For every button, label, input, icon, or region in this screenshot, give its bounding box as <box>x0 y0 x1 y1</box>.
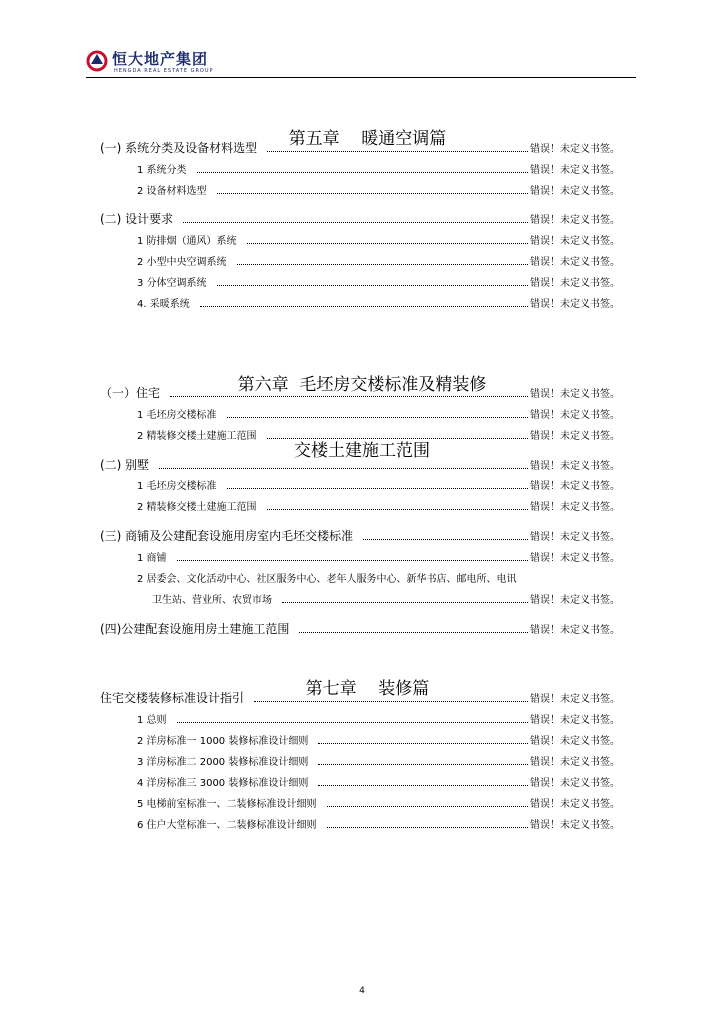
toc-leader-dots <box>177 560 528 561</box>
toc-entry-label: (二) 设计要求 <box>100 211 174 226</box>
toc-entry[interactable] <box>137 404 620 422</box>
toc-entry[interactable] <box>137 814 620 832</box>
toc-entry-page: 错误！未定义书签。 <box>530 624 620 636</box>
toc-entry-page: 错误！未定义书签。 <box>530 594 620 606</box>
toc-entry[interactable] <box>137 251 620 269</box>
chapter-title-line: 第五章 暖通空调篇 <box>288 129 447 149</box>
toc-leader-dots <box>237 264 528 265</box>
toc-entry-label: 1 防排烟（通风）系统 <box>137 235 237 247</box>
toc-entry-page: 错误！未定义书签。 <box>530 735 620 747</box>
company-logo-icon <box>86 50 108 72</box>
toc-entry[interactable] <box>100 138 620 156</box>
toc-leader-dots <box>318 743 528 744</box>
toc-entry-page: 错误！未定义书签。 <box>530 798 620 810</box>
toc-entry-label: （一）住宅 <box>100 385 161 400</box>
toc-leader-dots <box>159 468 528 469</box>
toc-entry-label: 卫生站、营业所、农贸市场 <box>152 594 272 606</box>
toc-entry[interactable] <box>137 272 620 290</box>
toc-leader-dots <box>200 306 528 307</box>
toc-leader-dots <box>254 701 528 702</box>
toc-entry[interactable] <box>137 180 620 198</box>
toc-leader-dots <box>327 806 528 807</box>
toc-entry-label: (三) 商铺及公建配套设施用房室内毛坯交楼标准 <box>100 528 354 543</box>
toc-entry-page: 错误！未定义书签。 <box>530 409 620 421</box>
toc-entry-label: 4 洋房标准三 3000 装修标准设计细则 <box>137 777 309 789</box>
toc-leader-dots <box>299 632 528 633</box>
toc-entry-page: 错误！未定义书签。 <box>530 298 620 310</box>
toc-entry-label: 住宅交楼装修标准设计指引 <box>100 690 245 705</box>
toc-entry-page: 错误！未定义书签。 <box>530 460 620 472</box>
toc-entry-label: 1 毛坯房交楼标准 <box>137 409 217 421</box>
toc-entry[interactable] <box>137 730 620 748</box>
company-name: 恒大地产集团 <box>112 50 209 68</box>
toc-entry[interactable] <box>137 496 620 514</box>
toc-entry-label: (一) 系统分类及设备材料选型 <box>100 140 258 155</box>
toc-entry-page: 错误！未定义书签。 <box>530 185 620 197</box>
toc-leader-dots <box>183 222 528 223</box>
toc-entry-label: 2 居委会、文化活动中心、社区服务中心、老年人服务中心、新华书店、邮电所、电讯 <box>137 573 517 585</box>
toc-entry-label: (四)公建配套设施用房土建施工范围 <box>100 621 290 636</box>
toc-entry[interactable] <box>137 230 620 248</box>
chapter-title-line-2: 交楼土建施工范围 <box>294 441 430 461</box>
toc-entry[interactable] <box>137 159 620 177</box>
toc-entry-label: 3 分体空调系统 <box>137 277 207 289</box>
toc-entry-page: 错误！未定义书签。 <box>530 819 620 831</box>
toc-entry-label: (二) 别墅 <box>100 457 150 472</box>
toc-entry-page: 错误！未定义书签。 <box>530 143 620 155</box>
toc-leader-dots <box>363 539 528 540</box>
toc-leader-dots <box>217 285 528 286</box>
toc-leader-dots <box>318 785 528 786</box>
toc-entry[interactable] <box>137 709 620 727</box>
page-number: 4 <box>359 986 365 996</box>
toc-entry-label: 4. 采暖系统 <box>137 298 190 310</box>
toc-leader-dots <box>267 438 528 439</box>
toc-entry-page: 错误！未定义书签。 <box>530 388 620 400</box>
toc-entry-page: 错误！未定义书签。 <box>530 501 620 513</box>
toc-entry[interactable] <box>100 209 620 227</box>
toc-entry-page: 错误！未定义书签。 <box>530 693 620 705</box>
toc-entry[interactable] <box>137 475 620 493</box>
toc-entry[interactable] <box>100 455 620 473</box>
toc-leader-dots <box>170 396 528 397</box>
toc-leader-dots <box>247 243 528 244</box>
toc-entry-page: 错误！未定义书签。 <box>530 480 620 492</box>
toc-entry-page: 错误！未定义书签。 <box>530 756 620 768</box>
toc-entry-label: 3 洋房标准二 2000 装修标准设计细则 <box>137 756 309 768</box>
toc-leader-dots <box>282 602 528 603</box>
chapter-title-line: 第六章 毛坯房交楼标准及精装修 <box>237 375 487 395</box>
toc-entry[interactable] <box>137 547 620 565</box>
toc-leader-dots <box>197 172 528 173</box>
toc-entry-page: 错误！未定义书签。 <box>530 777 620 789</box>
header-divider <box>86 77 636 78</box>
toc-entry-page: 错误！未定义书签。 <box>530 277 620 289</box>
company-name-english: HENGDA REAL ESTATE GROUP <box>114 68 214 74</box>
toc-entry[interactable] <box>137 293 620 311</box>
toc-entry-page: 错误！未定义书签。 <box>530 531 620 543</box>
toc-entry[interactable] <box>137 772 620 790</box>
toc-entry[interactable] <box>100 688 620 706</box>
toc-entry-label: 1 商铺 <box>137 552 167 564</box>
toc-entry-label: 2 精装修交楼土建施工范围 <box>137 430 257 442</box>
toc-entry[interactable] <box>152 589 620 607</box>
toc-entry-label: 2 设备材料选型 <box>137 185 207 197</box>
toc-leader-dots <box>267 509 528 510</box>
toc-entry[interactable] <box>137 425 620 443</box>
toc-entry-label: 1 系统分类 <box>137 164 187 176</box>
toc-leader-dots <box>227 417 528 418</box>
toc-entry-page: 错误！未定义书签。 <box>530 256 620 268</box>
toc-entry-label: 5 电梯前室标准一、二装修标准设计细则 <box>137 798 317 810</box>
toc-entry[interactable] <box>137 793 620 811</box>
toc-entry-page: 错误！未定义书签。 <box>530 235 620 247</box>
toc-entry-page: 错误！未定义书签。 <box>530 552 620 564</box>
toc-entry[interactable] <box>100 383 620 401</box>
toc-entry-label: 2 小型中央空调系统 <box>137 256 227 268</box>
toc-entry-label: 2 精装修交楼土建施工范围 <box>137 501 257 513</box>
document-header <box>86 44 636 80</box>
toc-entry-page: 错误！未定义书签。 <box>530 430 620 442</box>
toc-entry[interactable] <box>100 619 620 637</box>
toc-entry-page: 错误！未定义书签。 <box>530 714 620 726</box>
toc-leader-dots <box>327 827 528 828</box>
toc-leader-dots <box>177 722 528 723</box>
toc-entry-page: 错误！未定义书签。 <box>530 214 620 226</box>
toc-entry[interactable] <box>137 751 620 769</box>
toc-entry[interactable] <box>137 568 620 586</box>
chapter-title-line: 第七章 装修篇 <box>305 679 430 699</box>
toc-leader-dots <box>227 488 528 489</box>
toc-leader-dots <box>217 193 528 194</box>
toc-entry-label: 1 毛坯房交楼标准 <box>137 480 217 492</box>
toc-leader-dots <box>318 764 528 765</box>
toc-entry-label: 1 总则 <box>137 714 167 726</box>
toc-entry-label: 2 洋房标准一 1000 装修标准设计细则 <box>137 735 309 747</box>
toc-entry[interactable] <box>100 526 620 544</box>
toc-entry-page: 错误！未定义书签。 <box>530 164 620 176</box>
toc-leader-dots <box>267 151 528 152</box>
toc-entry-label: 6 住户大堂标准一、二装修标准设计细则 <box>137 819 317 831</box>
